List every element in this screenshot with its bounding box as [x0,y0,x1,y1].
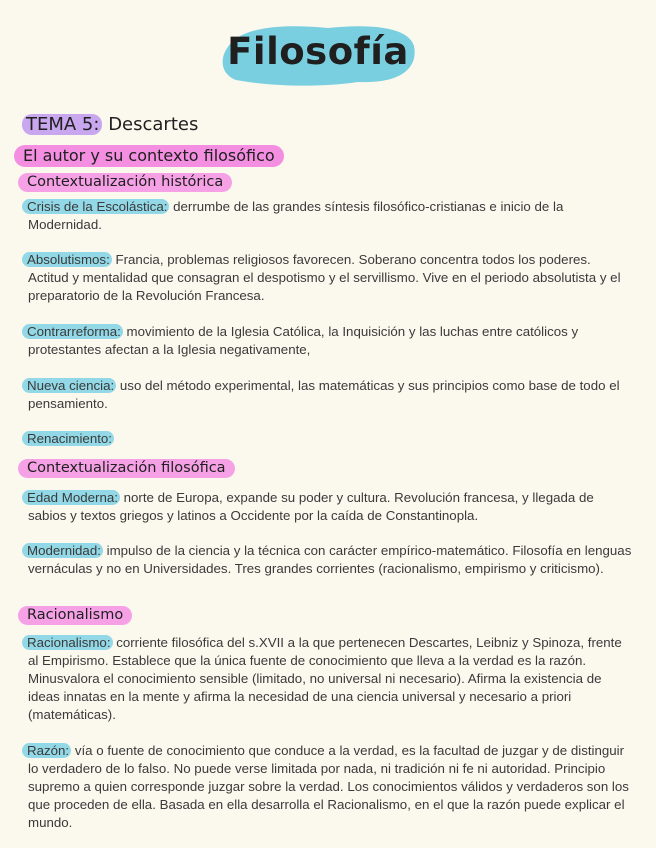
entry-text: norte de Europa, expande su poder y cultura. Revolución francesa, y llegada de sabios y textos griegos y latinos a Occidente por la caída de Constantinopla. [28,490,594,523]
term-highlight: Renacimiento: [22,431,114,446]
term-highlight: Modernidad: [22,543,103,558]
entry-absolutismos [28,251,634,305]
entry-modernidad [28,542,634,578]
tema-heading [22,114,198,135]
section-header-racionalismo: Racionalismo [18,606,132,625]
tema-label: TEMA 5: [22,114,102,135]
term-highlight: Absolutismos: [22,252,112,267]
section-header-ctx-historica: Contextualización histórica [18,173,232,192]
term-highlight: Racionalismo: [22,635,113,650]
entry-contrarreforma [28,323,634,359]
entry-nueva-ciencia [28,377,634,413]
entry-renacimiento [28,430,634,448]
page-title: Filosofía [227,30,409,73]
entry-text: derrumbe de las grandes síntesis filosófico-cristianas e inicio de la Modernidad. [28,199,564,232]
term-highlight: Contrarreforma: [22,324,123,339]
term-highlight: Razón: [22,743,71,758]
entry-text: corriente filosófica del s.XVII a la que pertenecen Descartes, Leibniz y Spinoza, frente al Empirismo. Establece que la única fuente de conocimiento que lleva a la verdad es la razón. Minusvalora el conocimiento sensible (limitado, no universal ni necesario). Afirma la existencia de ideas innatas en la mente y afirma la necesidad de una ciencia universal y necesario a priori (matemáticas). [28,635,622,722]
entry-racionalismo [28,634,634,724]
entry-text: uso del método experimental, las matemáticas y sus principios como base de todo el pensamiento. [28,378,620,411]
entry-razon [28,742,634,832]
tema-subject: Descartes [108,114,199,135]
entry-text: Francia, problemas religiosos favorecen. Soberano concentra todos los poderes. Actitud y mentalidad que consagran el despotismo y el servillismo. Vive en el periodo absolutista y el preparatorio de la Revolución Francesa. [28,252,621,303]
term-highlight: Edad Moderna: [22,490,120,505]
term-highlight: Nueva ciencia: [22,378,116,393]
entry-text: movimiento de la Iglesia Católica, la Inquisición y las luchas entre católicos y protestantes afectan a la Iglesia negativamente, [28,324,579,357]
section-header-ctx-filosofica: Contextualización filosófica [18,459,235,478]
entry-text: vía o fuente de conocimiento que conduce a la verdad, es la facultad de juzgar y de distinguir lo verdadero de lo falso. No puede verse limitada por nada, ni tradición ni fe ni autoridad. Principio supremo a quien corresponde juzgar sobre la verdad. Los conocimientos válidos y verdaderos son los que proceden de ella. Basada en ella desarrolla el Racionalismo, en el que la razón puede explicar el mundo. [28,743,629,830]
entry-text: impulso de la ciencia y la técnica con carácter empírico-matemático. Filosofía en lenguas vernáculas y no en Universidades. Tres grandes corrientes (racionalismo, empirismo y criticismo). [28,543,632,576]
entry-crisis-escolastica [28,198,634,234]
section-header-autor: El autor y su contexto filosófico [14,145,284,167]
term-highlight: Crisis de la Escolástica: [22,199,169,214]
entry-edad-moderna [28,489,634,525]
title-banner [218,22,418,88]
